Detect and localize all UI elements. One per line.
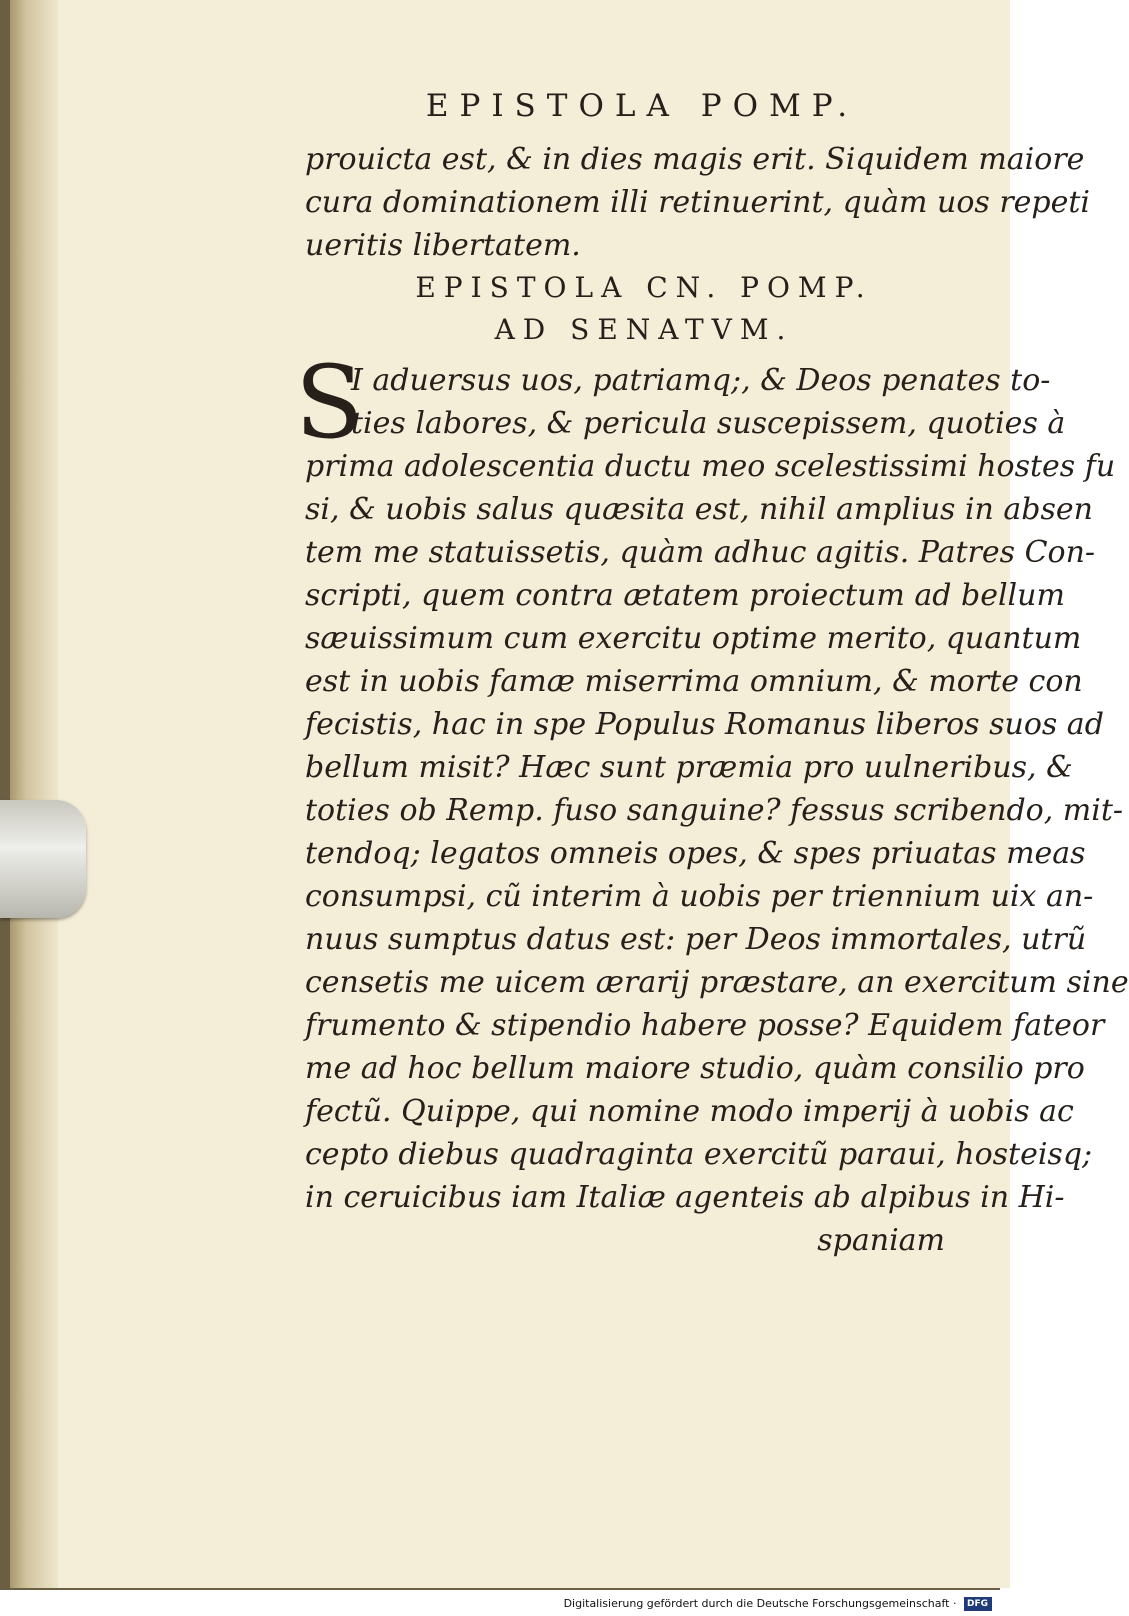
catchword: spaniam — [817, 1223, 945, 1258]
text-line: prouicta est, & in dies magis erit. Siquidem maiore — [305, 142, 1085, 177]
text-line: si, & uobis salus quæsita est, nihil amplius in absen — [305, 492, 1093, 527]
text-line: censetis me uicem ærarij præstare, an exercitum sine — [305, 965, 1129, 1000]
book-clip — [0, 800, 86, 918]
text-line: toties ob Remp. fuso sanguine? fessus scribendo, mit- — [305, 793, 1124, 828]
text-line: me ad hoc bellum maiore studio, quàm consilio pro — [305, 1051, 1085, 1086]
text-line: I aduersus uos, patriamq;, & Deos penates to- — [351, 363, 1051, 398]
page-edge — [10, 0, 58, 1588]
text-block — [295, 88, 1129, 1262]
running-head: EPISTOLA POMP. — [425, 88, 859, 124]
drop-cap: S — [295, 344, 364, 461]
footer-credit: Digitalisierung gefördert durch die Deutsche Forschungsgemeinschaft · — [563, 1597, 957, 1610]
text-line: ties labores, & pericula suscepissem, quoties à — [351, 406, 1066, 441]
text-line: in ceruicibus iam Italiæ agenteis ab alpibus in Hi- — [305, 1180, 1065, 1215]
text-line: consumpsi, cũ interim à uobis per triennium uix an- — [305, 879, 1094, 914]
text-line: tendoq; legatos omneis opes, & spes priuatas meas — [305, 836, 1086, 871]
text-line: cura dominationem illi retinuerint, quàm uos repeti — [305, 185, 1091, 220]
text-line: cepto diebus quadraginta exercitũ paraui, hosteisq; — [305, 1137, 1093, 1172]
text-line: tem me statuissetis, quàm adhuc agitis. Patres Con- — [305, 535, 1096, 570]
letter-heading: EPISTOLA CN. POMP. — [415, 271, 873, 304]
letter-body — [295, 344, 1129, 1262]
letter-subheading: AD SENATVM. — [494, 313, 794, 346]
text-line: scripti, quem contra ætatem proiectum ad bellum — [305, 578, 1065, 613]
text-line: ueritis libertatem. — [305, 228, 581, 263]
text-line: sæuissimum cum exercitu optime merito, quantum — [305, 621, 1082, 656]
text-line: fecistis, hac in spe Populus Romanus liberos suos ad — [305, 707, 1104, 742]
digitization-footer — [0, 1592, 1000, 1616]
text-line: nuus sumptus datus est: per Deos immortales, utrũ — [305, 922, 1087, 957]
text-line: fectũ. Quippe, qui nomine modo imperij à uobis ac — [305, 1094, 1074, 1129]
text-line: frumento & stipendio habere posse? Equidem fateor — [305, 1008, 1105, 1043]
text-line: bellum misit? Hæc sunt præmia pro uulneribus, & — [305, 750, 1073, 785]
text-line: est in uobis famæ miserrima omnium, & morte con — [305, 664, 1083, 699]
dfg-logo-icon: DFG — [964, 1597, 992, 1611]
text-line: prima adolescentia ductu meo scelestissimi hostes fu — [305, 449, 1116, 484]
